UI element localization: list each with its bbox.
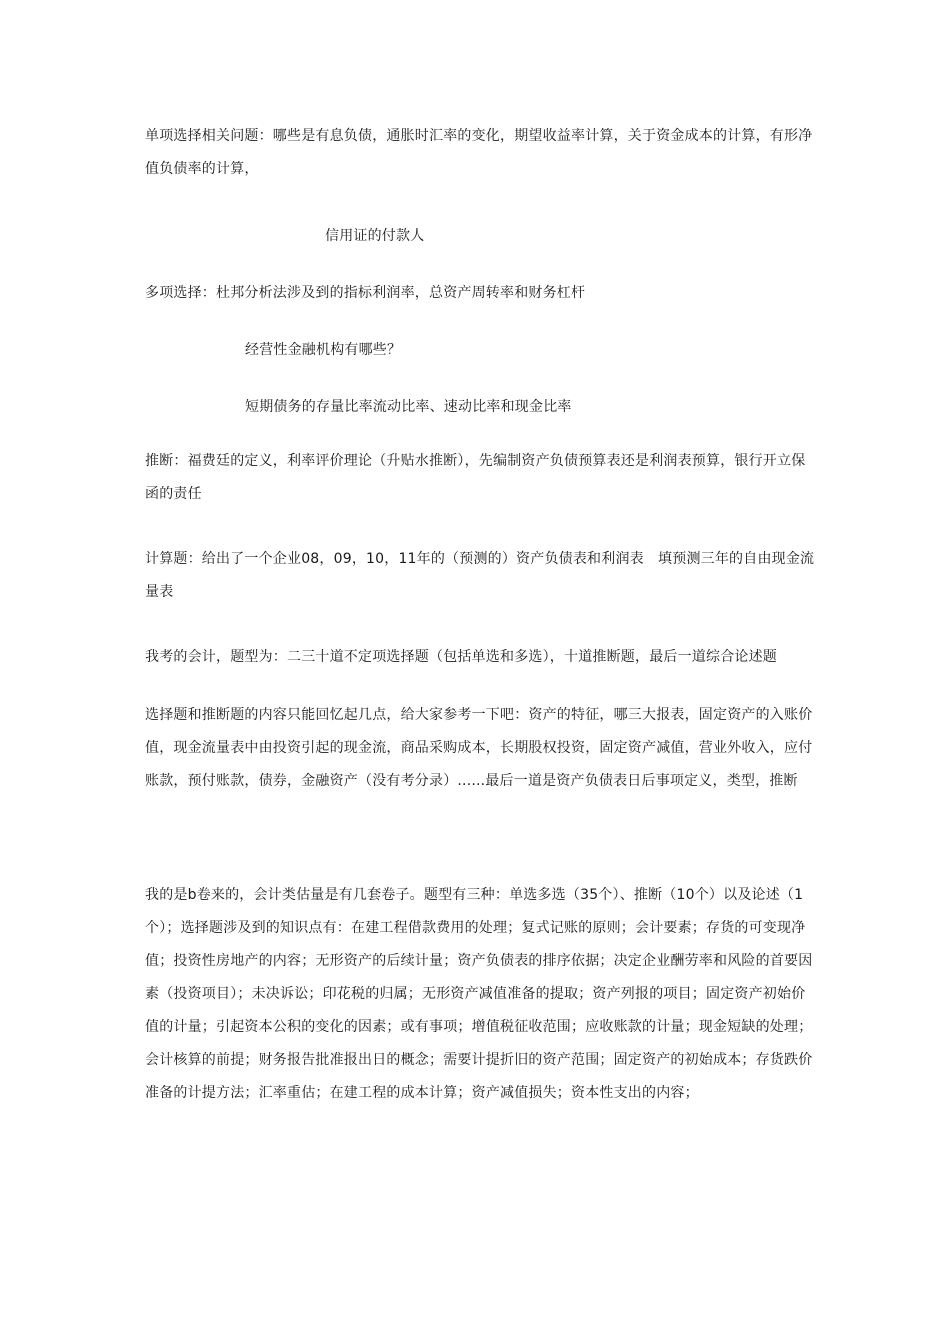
paragraph-letter-of-credit: 信用证的付款人 — [325, 228, 425, 244]
paragraph-calculation: 计算题：给出了一个企业08，09，10，11年的（预测的）资产负债表和利润表 填预测三年的自由现金流量表 — [145, 551, 815, 600]
paragraph-accounting-exam: 我考的会计，题型为：二三十道不定项选择题（包括单选和多选），十道推断题，最后一道综合论述题 — [145, 649, 777, 665]
paragraph-judgment: 推断：福费廷的定义，利率评价理论（升贴水推断），先编制资产负债预算表还是利润表预算，银行开立保函的责任 — [145, 453, 806, 502]
paragraph-single-choice: 单项选择相关问题：哪些是有息负债，通胀时汇率的变化，期望收益率计算，关于资金成本的计算，有形净值负债率的计算， — [145, 128, 813, 177]
paragraph-b-paper: 我的是b卷来的，会计类估量是有几套卷子。题型有三种：单选多选（35个）、推断（10个）以及论述（1个）；选择题涉及到的知识点有：在建工程借款费用的处理；复式记账的原则；会计要素；存货的可变现净值；投资性房地产的内容；无形资产的后续计量；资产负债表的排序依据；决定企业酬劳率和风险的首要因素（投资项目）；未决诉讼；印花税的归属；无形资产减值准备的提取；资产列报的项目；固定资产初始价值的计量；引起资本公积的变化的因素；或有事项；增值税征收范围；应收账款的计量；现金短缺的处理；会计核算的前提；财务报告批准报出日的概念；需要计提折旧的资产范围；固定资产的初始成本；存货跌价准备的计提方法；汇率重估；在建工程的成本计算；资产减值损失；资本性支出的内容； — [145, 887, 813, 1101]
paragraph-multiple-choice: 多项选择：杜邦分析法涉及到的指标利润率，总资产周转率和财务杠杆 — [145, 285, 586, 301]
paragraph-financial-institutions: 经营性金融机构有哪些？ — [245, 342, 402, 358]
paragraph-short-term-debt: 短期债务的存量比率流动比率、速动比率和现金比率 — [245, 399, 572, 415]
paragraph-recalled-topics: 选择题和推断题的内容只能回忆起几点，给大家参考一下吧：资产的特征，哪三大报表，固定资产的入账价值，现金流量表中由投资引起的现金流，商品采购成本，长期股权投资，固定资产减值，营业外收入，应付账款，预付账款，债券，金融资产（没有考分录）......最后一道是资产负债表日后事项定义，类型，推断 — [145, 707, 813, 789]
